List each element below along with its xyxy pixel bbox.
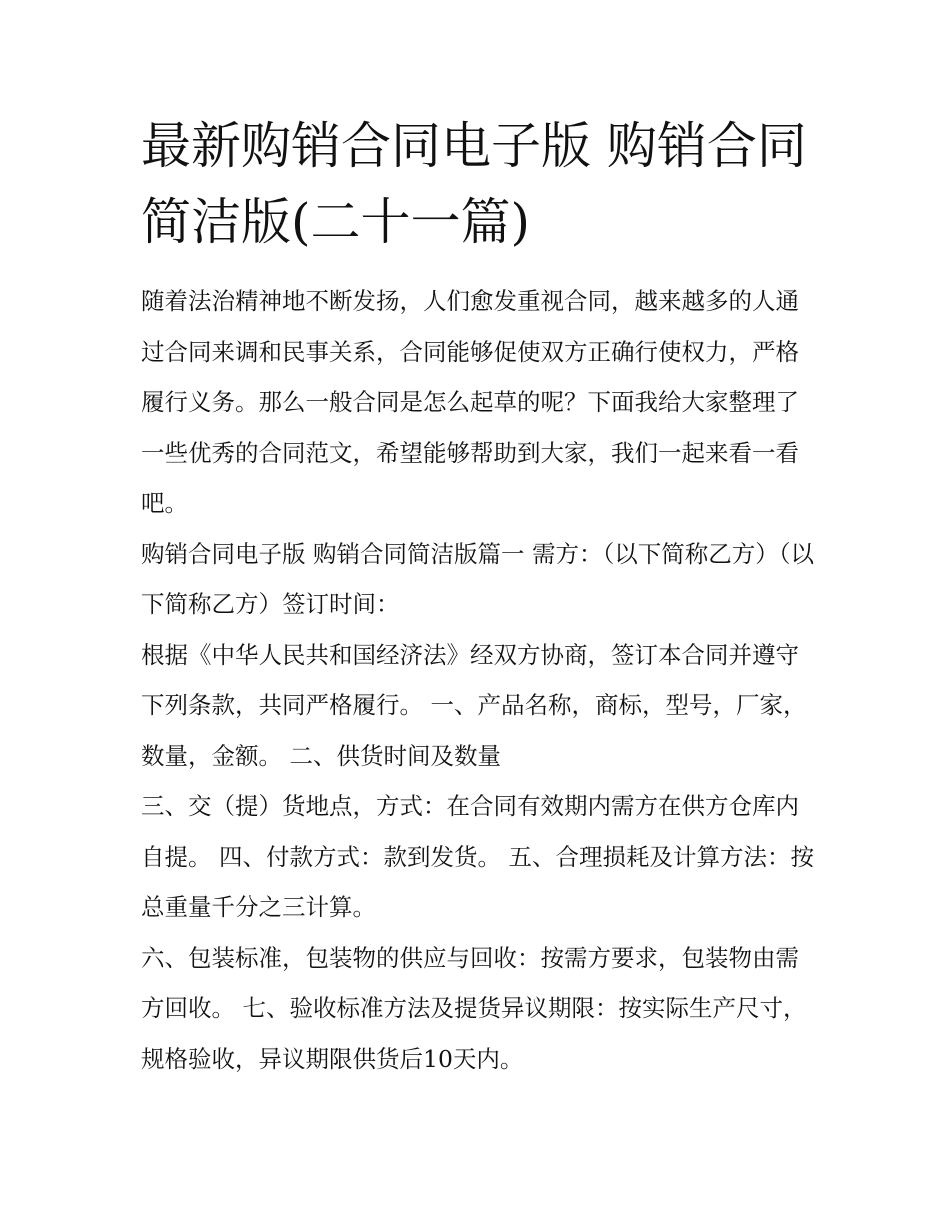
paragraph-section-3: 三、交（提）货地点，方式：在合同有效期内需方在供方仓库内自提。 四、付款方式：款到发货。 五、合理损耗及计算方法：按总重量千分之三计算。: [141, 792, 814, 921]
paragraph-section-1: 购销合同电子版 购销合同简洁版篇一 需方：（以下简称乙方）（以下简称乙方）签订时间：: [141, 539, 814, 618]
paragraph-section-2: 根据《中华人民共和国经济法》经双方协商，签订本合同并遵守下列条款，共同严格履行。 一、产品名称，商标，型号，厂家，数量，金额。 二、供货时间及数量: [141, 640, 807, 770]
title-block: [141, 108, 816, 260]
paragraph-section-4: 六、包装标准，包装物的供应与回收：按需方要求，包装物由需方回收。 七、验收标准方法及提货异议期限：按实际生产尺寸，规格验收，异议期限供货后10天内。: [141, 943, 807, 1073]
document-title: 最新购销合同电子版 购销合同简洁版(二十一篇): [141, 117, 807, 251]
paragraph-intro: 随着法治精神地不断发扬，人们愈发重视合同，越来越多的人通过合同来调和民事关系，合同能够促使双方正确行使权力，严格履行义务。那么一般合同是怎么起草的呢？下面我给大家整理了一些优秀的合同范文，希望能够帮助到大家，我们一起来看一看吧。: [141, 287, 799, 517]
document-page: [141, 108, 816, 1084]
